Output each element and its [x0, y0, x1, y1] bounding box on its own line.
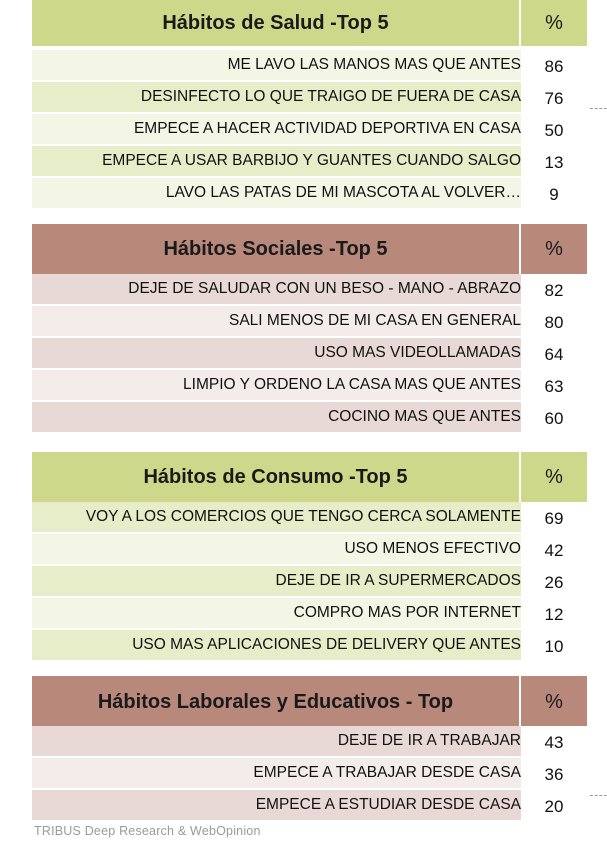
table-row — [32, 790, 587, 820]
row-value: 13 — [521, 146, 587, 176]
footer-credit: TRIBUS Deep Research & WebOpinion — [34, 824, 261, 838]
row-label: EMPECE A ESTUDIAR DESDE CASA — [32, 790, 521, 820]
row-label: LIMPIO Y ORDENO LA CASA MAS QUE ANTES — [32, 370, 521, 400]
table-header — [32, 0, 587, 48]
table-row — [32, 178, 587, 208]
section-title: Hábitos de Salud -Top 5 — [32, 0, 519, 46]
section-title: Hábitos Laborales y Educativos - Top — [32, 676, 519, 728]
row-label: ME LAVO LAS MANOS MAS QUE ANTES — [32, 50, 521, 80]
table-row — [32, 370, 587, 400]
row-value: 36 — [521, 758, 587, 788]
table-row — [32, 598, 587, 628]
table-row — [32, 402, 587, 432]
row-label: SALI MENOS DE MI CASA EN GENERAL — [32, 306, 521, 336]
row-label: VOY A LOS COMERCIOS QUE TENGO CERCA SOLAMENTE — [32, 502, 521, 532]
row-label: USO MENOS EFECTIVO — [32, 534, 521, 564]
section-title: Hábitos de Consumo -Top 5 — [32, 452, 519, 502]
row-label: USO MAS VIDEOLLAMADAS — [32, 338, 521, 368]
row-label: DEJE DE IR A TRABAJAR — [32, 726, 521, 756]
percent-column-header: % — [521, 224, 587, 274]
row-label: USO MAS APLICACIONES DE DELIVERY QUE ANTES — [32, 630, 521, 660]
table-row — [32, 338, 587, 368]
table-row — [32, 82, 587, 112]
row-value: 63 — [521, 370, 587, 400]
section-title: Hábitos Sociales -Top 5 — [32, 224, 519, 274]
row-value: 76 — [521, 82, 587, 112]
table-row — [32, 50, 587, 80]
table-row — [32, 114, 587, 144]
row-value: 60 — [521, 402, 587, 432]
row-label: COMPRO MAS POR INTERNET — [32, 598, 521, 628]
row-value: 26 — [521, 566, 587, 596]
row-label: COCINO MAS QUE ANTES — [32, 402, 521, 432]
row-label: LAVO LAS PATAS DE MI MASCOTA AL VOLVER… — [32, 178, 521, 208]
table-row — [32, 758, 587, 788]
table-header — [32, 676, 587, 724]
row-value: 10 — [521, 630, 587, 660]
percent-column-header: % — [521, 676, 587, 728]
row-value: 9 — [521, 178, 587, 208]
row-value: 42 — [521, 534, 587, 564]
row-value: 82 — [521, 274, 587, 304]
row-label: EMPECE A USAR BARBIJO Y GUANTES CUANDO SALGO — [32, 146, 521, 176]
row-value: 64 — [521, 338, 587, 368]
table-row — [32, 534, 587, 564]
row-value: 86 — [521, 50, 587, 80]
row-value: 43 — [521, 726, 587, 756]
dashed-divider — [590, 108, 607, 109]
row-value: 12 — [521, 598, 587, 628]
table-row — [32, 146, 587, 176]
health-habits-table — [32, 0, 587, 208]
table-row — [32, 306, 587, 336]
table-row — [32, 274, 587, 304]
table-row — [32, 726, 587, 756]
row-label: DESINFECTO LO QUE TRAIGO DE FUERA DE CASA — [32, 82, 521, 112]
row-value: 20 — [521, 790, 587, 820]
row-label: EMPECE A TRABAJAR DESDE CASA — [32, 758, 521, 788]
row-value: 80 — [521, 306, 587, 336]
row-value: 50 — [521, 114, 587, 144]
percent-column-header: % — [521, 452, 587, 502]
social-habits-table — [32, 224, 587, 432]
row-label: EMPECE A HACER ACTIVIDAD DEPORTIVA EN CASA — [32, 114, 521, 144]
work-education-habits-table — [32, 676, 587, 820]
table-row — [32, 502, 587, 532]
table-row — [32, 566, 587, 596]
table-row — [32, 630, 587, 660]
consumption-habits-table — [32, 452, 587, 660]
table-header — [32, 224, 587, 272]
percent-column-header: % — [521, 0, 587, 46]
row-label: DEJE DE SALUDAR CON UN BESO - MANO - ABRAZO — [32, 274, 521, 304]
dashed-divider — [590, 795, 607, 796]
table-header — [32, 452, 587, 500]
row-label: DEJE DE IR A SUPERMERCADOS — [32, 566, 521, 596]
row-value: 69 — [521, 502, 587, 532]
